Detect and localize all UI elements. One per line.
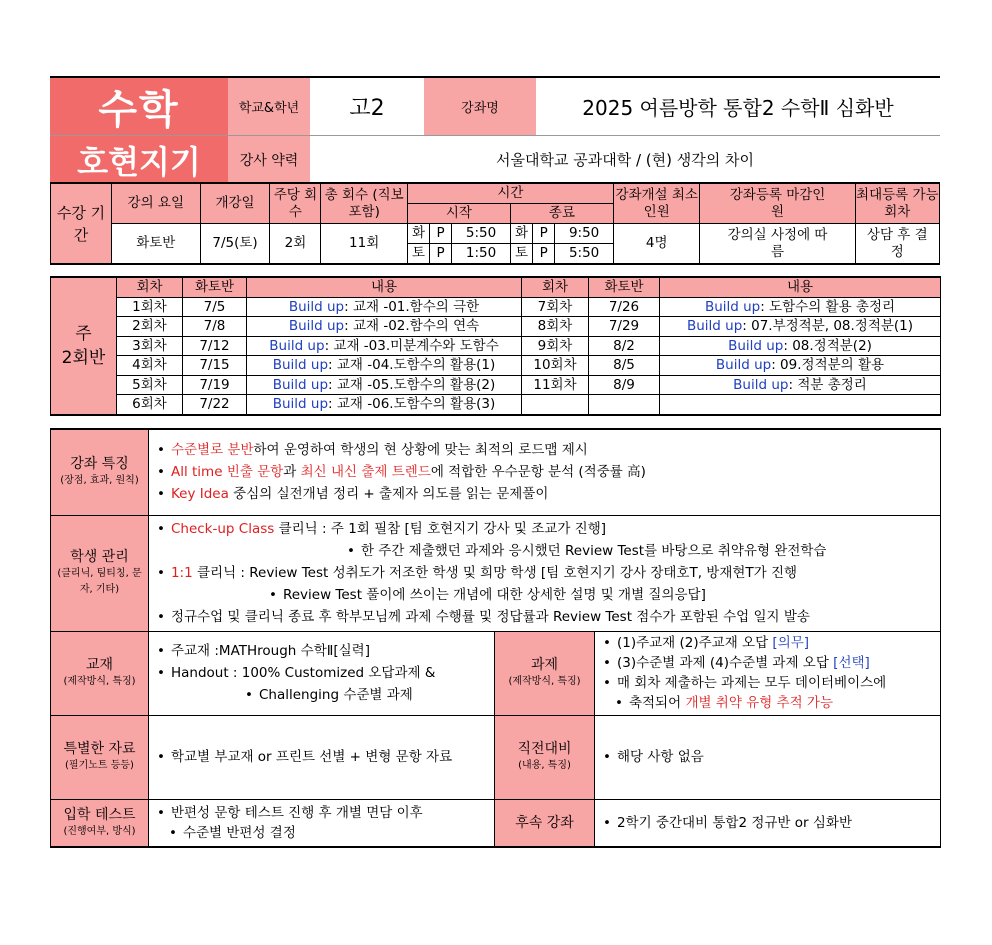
body-text: 주교재 :MATHrough 수학Ⅱ[실력] bbox=[170, 643, 370, 659]
course-info-table bbox=[50, 428, 941, 848]
time-start-header: 시작 bbox=[407, 204, 510, 224]
management-row bbox=[51, 515, 941, 631]
list-item bbox=[157, 606, 940, 628]
time-cell: 1:50 bbox=[452, 244, 511, 265]
time-cell: 토 bbox=[510, 244, 532, 265]
body-text: 해당 사항 없음 bbox=[616, 749, 704, 765]
body-text: 과 bbox=[283, 464, 301, 481]
session-content bbox=[660, 297, 941, 317]
session-content bbox=[247, 336, 522, 356]
table-row bbox=[51, 395, 941, 415]
entrance-title: 입학 테스트 bbox=[63, 806, 136, 823]
content-keyword: Build up bbox=[288, 298, 345, 315]
max-reg-header: 최대등록 가능회차 bbox=[855, 183, 939, 224]
instructor-name: 호현지기 bbox=[50, 136, 228, 185]
time-cell: 9:50 bbox=[555, 224, 614, 244]
content-text: : 09.정적분의 활용 bbox=[771, 357, 885, 374]
list-item-continued bbox=[157, 584, 940, 606]
session-content bbox=[247, 317, 522, 337]
total-sessions-value: 11회 bbox=[321, 224, 407, 265]
weekly-sessions-header: 주당 회수 bbox=[270, 183, 321, 224]
session-number: 5회차 bbox=[117, 375, 183, 395]
list-item bbox=[157, 562, 940, 584]
body-text: (3)수준별 과제 (4)수준별 과제 오답 bbox=[616, 655, 834, 671]
time-header: 시간 bbox=[407, 183, 613, 204]
body-text: Challenging 수준별 과제 bbox=[258, 687, 413, 703]
list-item bbox=[157, 746, 494, 768]
session-number: 6회차 bbox=[117, 395, 183, 415]
body-text: 정규수업 및 클리닉 종료 후 학부모님께 과제 수행률 및 정답률과 Review Test 점수가 포함된 수업 일지 발송 bbox=[170, 609, 810, 625]
session-number: 1회차 bbox=[117, 297, 183, 317]
body-text: 에 적합한 우수문항 분석 (적중률 高) bbox=[430, 464, 646, 481]
homework-sub: (제작방식, 특징) bbox=[508, 676, 581, 687]
session-content bbox=[247, 375, 522, 395]
total-sessions-header: 총 회수 (직보포함) bbox=[321, 183, 407, 224]
content-text: : 교재 -05.도함수의 활용(2) bbox=[328, 376, 496, 393]
textbook-label bbox=[51, 631, 149, 715]
start-date-value: 7/5(토) bbox=[200, 224, 270, 265]
closing-header: 강좌등록 마감인원 bbox=[700, 183, 855, 224]
time-cell: P bbox=[533, 244, 555, 265]
session-date: 7/15 bbox=[183, 356, 247, 376]
session-header: 회차 bbox=[522, 277, 589, 297]
session-number: 10회차 bbox=[522, 356, 589, 376]
list-item-continued bbox=[603, 693, 940, 713]
textbook-row bbox=[51, 631, 941, 715]
highlight-text: 최신 내신 출제 트렌드 bbox=[300, 464, 431, 481]
session-number: 9회차 bbox=[522, 336, 589, 356]
body-text: Handout : 100% Customized 오답과제 & bbox=[170, 665, 436, 681]
content-keyword: Build up bbox=[686, 318, 743, 335]
special-row bbox=[51, 715, 941, 799]
content-keyword: Build up bbox=[272, 396, 329, 413]
content-keyword: Build up bbox=[272, 376, 329, 393]
body-text: 중심의 실전개념 정리 + 출제자 의도를 읽는 문제풀이 bbox=[228, 486, 549, 503]
features-row bbox=[51, 429, 941, 515]
table-row bbox=[51, 375, 941, 395]
features-content bbox=[149, 429, 941, 515]
session-date: 8/2 bbox=[589, 336, 660, 356]
session-content bbox=[247, 297, 522, 317]
course-name-label: 강좌명 bbox=[424, 77, 536, 136]
session-content bbox=[247, 356, 522, 376]
features-label bbox=[51, 429, 149, 515]
schedule-label-line1: 주 bbox=[75, 323, 92, 344]
content-keyword: Build up bbox=[728, 337, 784, 354]
exam-prep-title: 직전대비 bbox=[517, 741, 572, 757]
body-text: 하여 운영하여 학생의 현 상황에 맞는 최적의 로드맵 제시 bbox=[253, 442, 588, 459]
session-date: 8/9 bbox=[589, 375, 660, 395]
body-text: (1)주교재 (2)주교재 오답 bbox=[616, 635, 773, 651]
session-date: 7/5 bbox=[183, 297, 247, 317]
textbook-sub: (제작방식, 특징) bbox=[63, 676, 136, 687]
list-item bbox=[603, 812, 940, 834]
list-item bbox=[603, 746, 940, 768]
class-header: 화토반 bbox=[183, 277, 247, 297]
session-number: 3회차 bbox=[117, 336, 183, 356]
min-students-value: 4명 bbox=[613, 224, 699, 265]
special-content bbox=[149, 715, 495, 799]
time-cell: P bbox=[533, 224, 555, 244]
body-text: 학교별 부교재 or 프린트 선별 + 변형 문항 자료 bbox=[170, 749, 453, 765]
content-text: : 교재 -02.함수의 연속 bbox=[344, 318, 480, 335]
subject-title: 수학 bbox=[50, 77, 228, 136]
body-text: 2학기 중간대비 통합2 정규반 or 심화반 bbox=[616, 814, 852, 831]
course-header bbox=[50, 76, 940, 186]
content-keyword: Build up bbox=[704, 298, 761, 315]
exam-prep-label bbox=[495, 715, 595, 799]
list-item bbox=[603, 673, 940, 693]
content-text: : 교재 -01.함수의 극한 bbox=[344, 298, 480, 315]
days-header: 강의 요일 bbox=[111, 183, 200, 224]
special-title: 특별한 자료 bbox=[63, 741, 136, 757]
textbook-content bbox=[149, 631, 495, 715]
session-number: 4회차 bbox=[117, 356, 183, 376]
highlight-text: 개별 취약 유형 추적 가능 bbox=[685, 695, 834, 711]
special-label bbox=[51, 715, 149, 799]
content-header: 내용 bbox=[660, 277, 941, 297]
management-content bbox=[149, 515, 941, 631]
list-item-continued bbox=[157, 540, 940, 562]
time-cell: 화 bbox=[510, 224, 532, 244]
content-text: : 적분 총정리 bbox=[788, 376, 867, 393]
textbook-title: 교재 bbox=[85, 657, 114, 673]
body-text: Review Test 풀이에 쓰이는 개념에 대한 상세한 설명 및 개별 질의응답] bbox=[282, 587, 706, 603]
min-students-header: 강좌개설 최소인원 bbox=[613, 183, 699, 224]
highlight-text: Key Idea bbox=[170, 486, 229, 503]
session-date: 7/29 bbox=[589, 317, 660, 337]
content-text: : 교재 -06.도함수의 활용(3) bbox=[328, 396, 496, 413]
period-section-label: 수강 기간 bbox=[51, 183, 112, 264]
session-content bbox=[247, 395, 522, 415]
content-keyword: Build up bbox=[733, 376, 789, 393]
homework-title: 과제 bbox=[530, 657, 559, 673]
session-date: 7/19 bbox=[183, 375, 247, 395]
session-number: 11회차 bbox=[522, 375, 589, 395]
homework-content bbox=[595, 631, 941, 715]
table-row bbox=[51, 336, 941, 356]
session-date: 7/22 bbox=[183, 395, 247, 415]
exam-prep-sub: (내용, 특징) bbox=[518, 760, 571, 771]
enrollment-period-table bbox=[50, 182, 940, 265]
time-cell: 5:50 bbox=[452, 224, 511, 244]
list-item bbox=[603, 653, 940, 673]
max-reg-value: 상담 후 결정 bbox=[855, 224, 939, 265]
session-date: 8/5 bbox=[589, 356, 660, 376]
session-number: 8회차 bbox=[522, 317, 589, 337]
list-item bbox=[157, 461, 940, 483]
list-item bbox=[157, 518, 940, 540]
session-date: 7/8 bbox=[183, 317, 247, 337]
session-date: 7/12 bbox=[183, 336, 247, 356]
highlight-text: Check-up Class bbox=[170, 521, 275, 537]
time-cell: P bbox=[430, 224, 452, 244]
school-grade: 고2 bbox=[310, 77, 424, 136]
features-title: 강좌 특징 bbox=[70, 456, 129, 473]
list-item-continued bbox=[157, 684, 494, 706]
course-name: 2025 여름방학 통합2 수학Ⅱ 심화반 bbox=[536, 77, 940, 136]
management-label bbox=[51, 515, 149, 631]
list-item bbox=[157, 662, 494, 684]
content-keyword: Build up bbox=[715, 357, 772, 374]
content-header: 내용 bbox=[247, 277, 522, 297]
followup-label: 후속 강좌 bbox=[495, 799, 595, 847]
time-cell: 화 bbox=[407, 224, 429, 244]
exam-prep-content bbox=[595, 715, 941, 799]
entrance-label bbox=[51, 799, 149, 847]
session-content bbox=[660, 336, 941, 356]
content-keyword: Build up bbox=[288, 318, 345, 335]
list-item bbox=[157, 803, 494, 823]
content-text: : 도함수의 활용 총정리 bbox=[760, 298, 896, 315]
list-item bbox=[157, 640, 494, 662]
homework-label bbox=[495, 631, 595, 715]
session-number: 2회차 bbox=[117, 317, 183, 337]
session-number: 7회차 bbox=[522, 297, 589, 317]
body-text: 반편성 문항 테스트 진행 후 개별 면담 이후 bbox=[170, 804, 423, 821]
body-text: 클리닉 : 주 1회 필참 [팀 호현지기 강사 및 조교가 진행] bbox=[274, 521, 607, 537]
tag-text: [선택] bbox=[833, 655, 870, 671]
highlight-text: 수준별로 분반 bbox=[170, 442, 254, 459]
body-text: 한 주간 제출했던 과제와 응시했던 Review Test를 바탕으로 취약유형 완전학습 bbox=[360, 543, 827, 559]
session-header: 회차 bbox=[117, 277, 183, 297]
body-text: 클리닉 : Review Test 성취도가 저조한 학생 및 희망 학생 [팀 호현지기 강사 장태호T, 방재현T가 진행 bbox=[192, 565, 798, 581]
schedule-section-label bbox=[51, 277, 117, 415]
content-text: : 교재 -03.미분계수와 도함수 bbox=[324, 337, 499, 354]
session-date bbox=[589, 395, 660, 415]
content-keyword: Build up bbox=[269, 337, 325, 354]
body-text: 매 회차 제출하는 과제는 모두 데이터베이스에 bbox=[616, 675, 887, 691]
content-keyword: Build up bbox=[272, 357, 329, 374]
session-content bbox=[660, 395, 941, 415]
table-row bbox=[51, 356, 941, 376]
content-text: : 교재 -04.도함수의 활용(1) bbox=[328, 357, 496, 374]
school-grade-label: 학교&학년 bbox=[228, 77, 310, 136]
entrance-content bbox=[149, 799, 495, 847]
session-content bbox=[660, 375, 941, 395]
body-text: 수준별 반편성 결정 bbox=[182, 824, 296, 841]
tag-text: [의무] bbox=[772, 635, 810, 651]
list-item bbox=[157, 439, 940, 461]
career: 서울대학교 공과대학 / (현) 생각의 차이 bbox=[310, 136, 940, 185]
list-item bbox=[603, 633, 940, 653]
time-cell: 5:50 bbox=[555, 244, 614, 265]
content-text: : 08.정적분(2) bbox=[783, 337, 872, 354]
entrance-sub: (진행여부, 방식) bbox=[63, 825, 136, 837]
features-sub: (장점, 효과, 원칙) bbox=[60, 475, 139, 487]
weekly-sessions-value: 2회 bbox=[270, 224, 321, 265]
highlight-text: All time 빈출 문항 bbox=[170, 464, 284, 481]
schedule-table bbox=[50, 276, 941, 416]
start-date-header: 개강일 bbox=[200, 183, 270, 224]
session-content bbox=[660, 356, 941, 376]
time-end-header: 종료 bbox=[510, 204, 613, 224]
session-number bbox=[522, 395, 589, 415]
closing-value: 강의실 사정에 따름 bbox=[700, 224, 855, 265]
session-content bbox=[660, 317, 941, 337]
list-item-continued bbox=[157, 823, 494, 843]
management-title: 학생 관리 bbox=[70, 549, 129, 565]
content-text: : 07.부정적분, 08.정적분(1) bbox=[742, 318, 914, 335]
time-cell: P bbox=[430, 244, 452, 265]
table-row bbox=[51, 317, 941, 337]
class-header: 화토반 bbox=[589, 277, 660, 297]
table-row bbox=[51, 297, 941, 317]
career-label: 강사 약력 bbox=[228, 136, 310, 185]
management-sub: (클리닉, 팀티칭, 문자, 기타) bbox=[57, 568, 142, 595]
body-text: 축적되어 bbox=[628, 695, 686, 711]
followup-content bbox=[595, 799, 941, 847]
days-value: 화토반 bbox=[111, 224, 200, 265]
entrance-row bbox=[51, 799, 941, 847]
special-sub: (필기노트 등등) bbox=[65, 760, 134, 771]
time-cell: 토 bbox=[407, 244, 429, 265]
schedule-label-line2: 2회반 bbox=[61, 347, 106, 368]
highlight-text: 1:1 bbox=[170, 565, 193, 581]
list-item bbox=[157, 483, 940, 505]
session-date: 7/26 bbox=[589, 297, 660, 317]
